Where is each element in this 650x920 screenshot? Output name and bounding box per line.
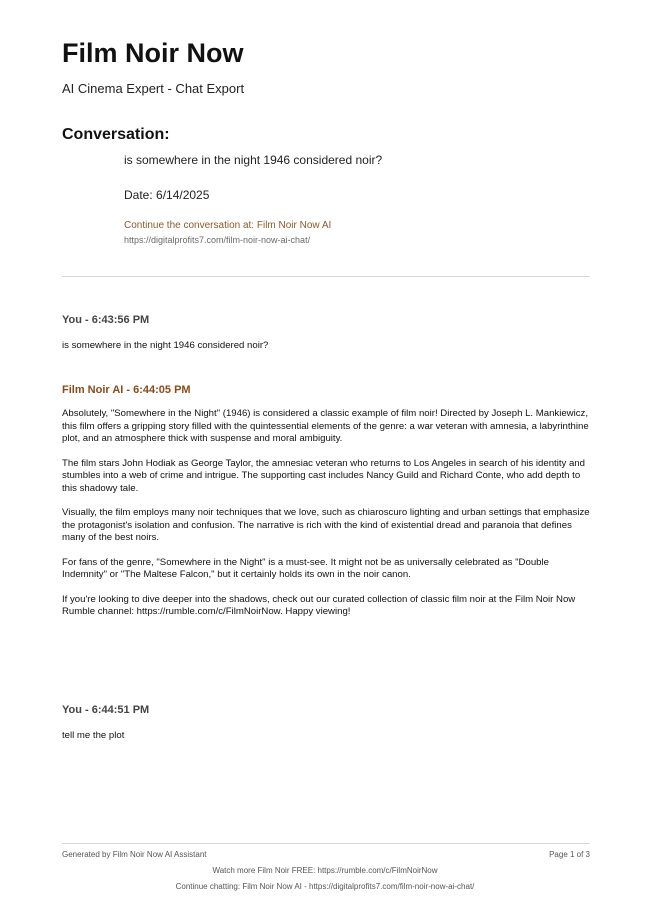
message-paragraph: is somewhere in the night 1946 considered noir? bbox=[62, 340, 269, 351]
conversation-date: Date: 6/14/2025 bbox=[124, 188, 210, 202]
message-header-user: You - 6:44:51 PM bbox=[62, 704, 150, 716]
message-paragraph: Visually, the film employs many noir techniques that we love, such as chiaroscuro lighting and urban settings that emphasize the protagonist's isolation and confusion. The narrative is rich with the kind of existential dread and paranoia that defines many of the best noirs. bbox=[62, 507, 590, 543]
message-paragraph: The film stars John Hodiak as George Taylor, the amnesiac veteran who returns to Los Angeles in search of his identity and stumbles into a web of crime and intrigue. The supporting cast includes Nancy Guild and Richard Conte, who add depth to this shadowy tale. bbox=[62, 457, 585, 494]
conversation-question: is somewhere in the night 1946 considered noir? bbox=[124, 153, 383, 167]
message-body-user bbox=[62, 730, 590, 755]
message-body-ai bbox=[62, 408, 590, 631]
message-paragraph: tell me the plot bbox=[62, 730, 125, 741]
footer-watch-more[interactable]: Watch more Film Noir FREE: https://rumble.com/c/FilmNoirNow bbox=[212, 866, 438, 875]
page-number: Page 1 of 3 bbox=[549, 850, 590, 859]
conversation-summary bbox=[124, 152, 564, 246]
continue-conversation-url[interactable]: https://digitalprofits7.com/film-noir-now-ai-chat/ bbox=[124, 235, 311, 245]
conversation-heading: Conversation: bbox=[62, 126, 170, 143]
section-divider bbox=[62, 276, 590, 277]
footer-generated-by: Generated by Film Noir Now AI Assistant bbox=[62, 850, 207, 859]
continue-conversation-link[interactable]: Continue the conversation at: Film Noir Now AI bbox=[124, 220, 332, 231]
message-body-user bbox=[62, 340, 590, 365]
message-header-ai: Film Noir AI - 6:44:05 PM bbox=[62, 384, 191, 396]
message-paragraph: Absolutely, "Somewhere in the Night" (1946) is considered a classic example of film noir! Directed by Joseph L. Mankiewicz, this film offers a gripping story filled with the quintessential elements of the genre: a war veteran with amnesia, a labyrinthine plot, and an atmosphere thick with suspense and moral ambiguity. bbox=[62, 408, 589, 444]
document-subtitle: AI Cinema Expert - Chat Export bbox=[62, 81, 245, 96]
document-title: Film Noir Now bbox=[62, 38, 244, 68]
footer-continue-chatting[interactable]: Continue chatting: Film Noir Now AI - https://digitalprofits7.com/film-noir-now-ai-chat/ bbox=[175, 882, 475, 891]
message-paragraph: For fans of the genre, "Somewhere in the Night" is a must-see. It might not be as universally celebrated as "Double Indemnity" or "The Maltese Falcon," but it certainly holds its own in the noir canon. bbox=[62, 556, 549, 580]
message-paragraph: If you're looking to dive deeper into the shadows, check out our curated collection of classic film noir at the Film Noir Now Rumble channel: https://rumble.com/c/FilmNoirNow. Happy viewing! bbox=[62, 593, 576, 617]
message-header-user: You - 6:43:56 PM bbox=[62, 314, 150, 326]
footer-divider bbox=[62, 843, 590, 844]
